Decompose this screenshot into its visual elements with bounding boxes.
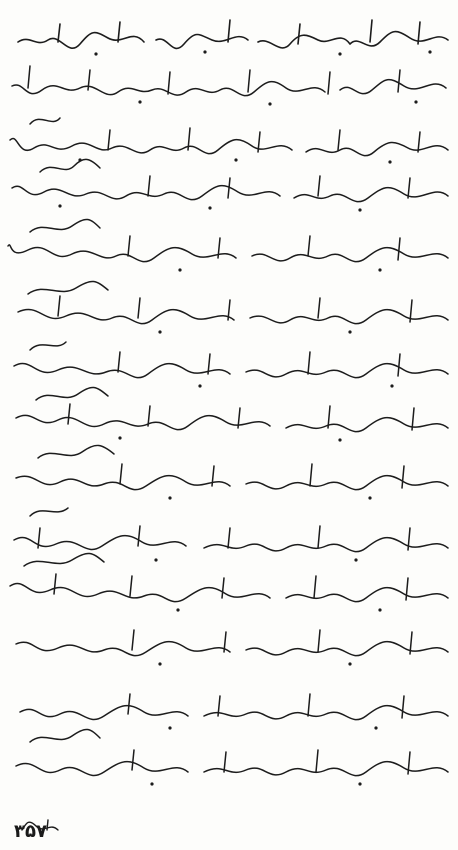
manuscript-line-2 <box>12 66 446 96</box>
manuscript-line-14 <box>16 729 448 775</box>
page-number: ۳۵۷ <box>14 821 47 842</box>
manuscript-line-6 <box>18 281 448 323</box>
manuscript-line-10 <box>14 508 448 552</box>
manuscript-line-4 <box>12 159 448 201</box>
manuscript-line-5 <box>8 219 448 261</box>
manuscript-line-11 <box>10 553 448 601</box>
page-footer <box>0 810 458 850</box>
diacritic-dots <box>58 50 431 785</box>
manuscript-line-13 <box>20 694 448 720</box>
manuscript-line-8 <box>16 387 448 431</box>
manuscript-line-7 <box>14 342 448 378</box>
manuscript-line-3 <box>10 118 448 156</box>
manuscript-line-9 <box>16 445 448 489</box>
manuscript-line-12 <box>16 630 448 656</box>
manuscript-line-1 <box>18 20 448 48</box>
